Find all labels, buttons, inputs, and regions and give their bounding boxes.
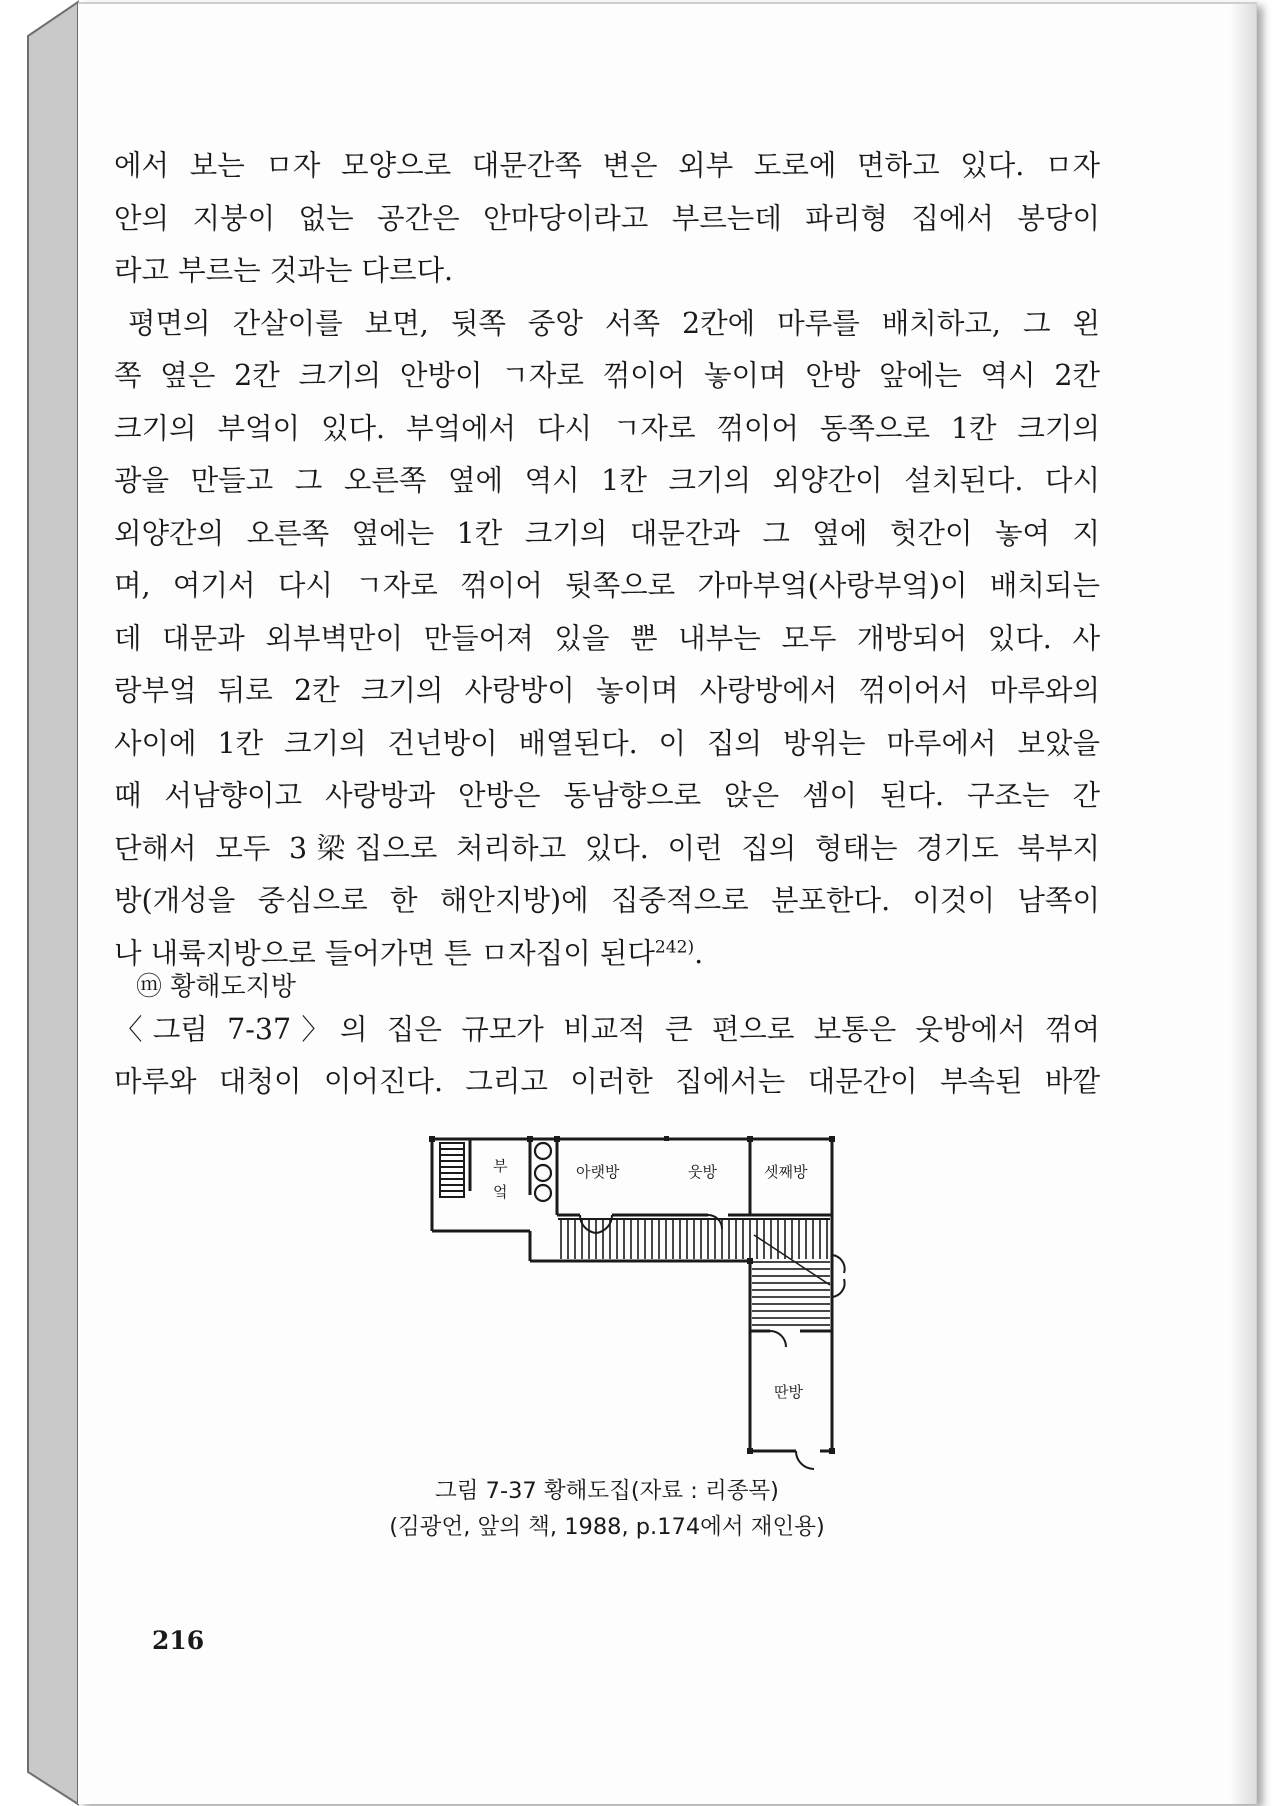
figure-caption: 그림 7-37 황해도집(자료 : 리종목)	[435, 1478, 779, 1504]
label-separate-room: 딴방	[774, 1383, 803, 1401]
footnote-reference: 242)	[654, 937, 695, 957]
label-upper-room: 웃방	[688, 1163, 717, 1181]
text-line: 외양간의 오른쪽 옆에는 1칸 크기의 대문간과 그 옆에 헛간이 놓여 지	[114, 516, 1100, 550]
text-line: 랑부엌 뒤로 2칸 크기의 사랑방이 놓이며 사랑방에서 꺾이어서 마루와의	[114, 674, 1100, 707]
text-line: 〈그림 7-37〉의 집은 규모가 비교적 큰 편으로 보통은 웃방에서 꺾여	[114, 1013, 1100, 1046]
book-spine-edge	[0, 0, 80, 1806]
text-line: 며, 여기서 다시 ㄱ자로 꺾이어 뒷쪽으로 가마부엌(사랑부엌)이 배치되는	[114, 569, 1100, 602]
text-line: 방(개성을 중심으로 한 해안지방)에 집중적으로 분포한다. 이것이 남쪽이	[114, 884, 1100, 917]
label-lower-room: 아랫방	[576, 1163, 620, 1181]
body-text-bottom	[114, 1004, 1100, 1108]
text-line: 단해서 모두 3梁집으로 처리하고 있다. 이런 집의 형태는 경기도 북부지	[114, 831, 1100, 865]
label-kitchen-1: 부	[493, 1157, 508, 1175]
text-line: 라고 부르는 것과는 다르다.	[114, 254, 454, 287]
label-third-room: 셋째방	[764, 1163, 808, 1181]
text-line: 크기의 부엌이 있다. 부엌에서 다시 ㄱ자로 꺾이어 동쪽으로 1칸 크기의	[114, 411, 1100, 445]
section-heading: ⓜ 황해도지방	[136, 972, 296, 1002]
text-line: 데 대문과 외부벽만이 만들어져 있을 뿐 내부는 모두 개방되어 있다. 사	[114, 621, 1100, 655]
label-kitchen-2: 엌	[493, 1183, 508, 1201]
text-line: 안의 지붕이 없는 공간은 안마당이라고 부르는데 파리형 집에서 봉당이	[114, 201, 1100, 235]
text-line: 사이에 1칸 크기의 건넌방이 배열된다. 이 집의 방위는 마루에서 보았을	[114, 726, 1100, 760]
text-line: 마루와 대청이 이어진다. 그리고 이러한 집에서는 대문간이 부속된 바깥	[114, 1065, 1100, 1098]
text-line: 쪽 옆은 2칸 크기의 안방이 ㄱ자로 꺾이어 놓이며 안방 앞에는 역시 2칸	[114, 359, 1100, 392]
text-line-content: 나 내륙지방으로 들어가면 튼 ㅁ자집이 된다	[114, 936, 655, 970]
page-shadow	[1230, 4, 1256, 1804]
text-line: 에서 보는 ㅁ자 모양으로 대문간쪽 변은 외부 도로에 면하고 있다. ㅁ자	[114, 149, 1100, 182]
body-text-top	[114, 140, 1100, 980]
text-line: 평면의 간살이를 보면, 뒷쪽 중앙 서쪽 2칸에 마루를 배치하고, 그 왼	[128, 306, 1100, 340]
figure-source: (김광언, 앞의 책, 1988, p.174에서 재인용)	[389, 1514, 825, 1540]
text-line-period: .	[694, 936, 704, 970]
text-line: 광을 만들고 그 오른쪽 옆에 역시 1칸 크기의 외양간이 설치된다. 다시	[114, 464, 1100, 497]
text-line: 때 서남향이고 사랑방과 안방은 동남향으로 앉은 셈이 된다. 구조는 간	[114, 779, 1100, 812]
page-number: 216	[152, 1626, 205, 1655]
floor-plan-figure	[350, 1135, 850, 1475]
